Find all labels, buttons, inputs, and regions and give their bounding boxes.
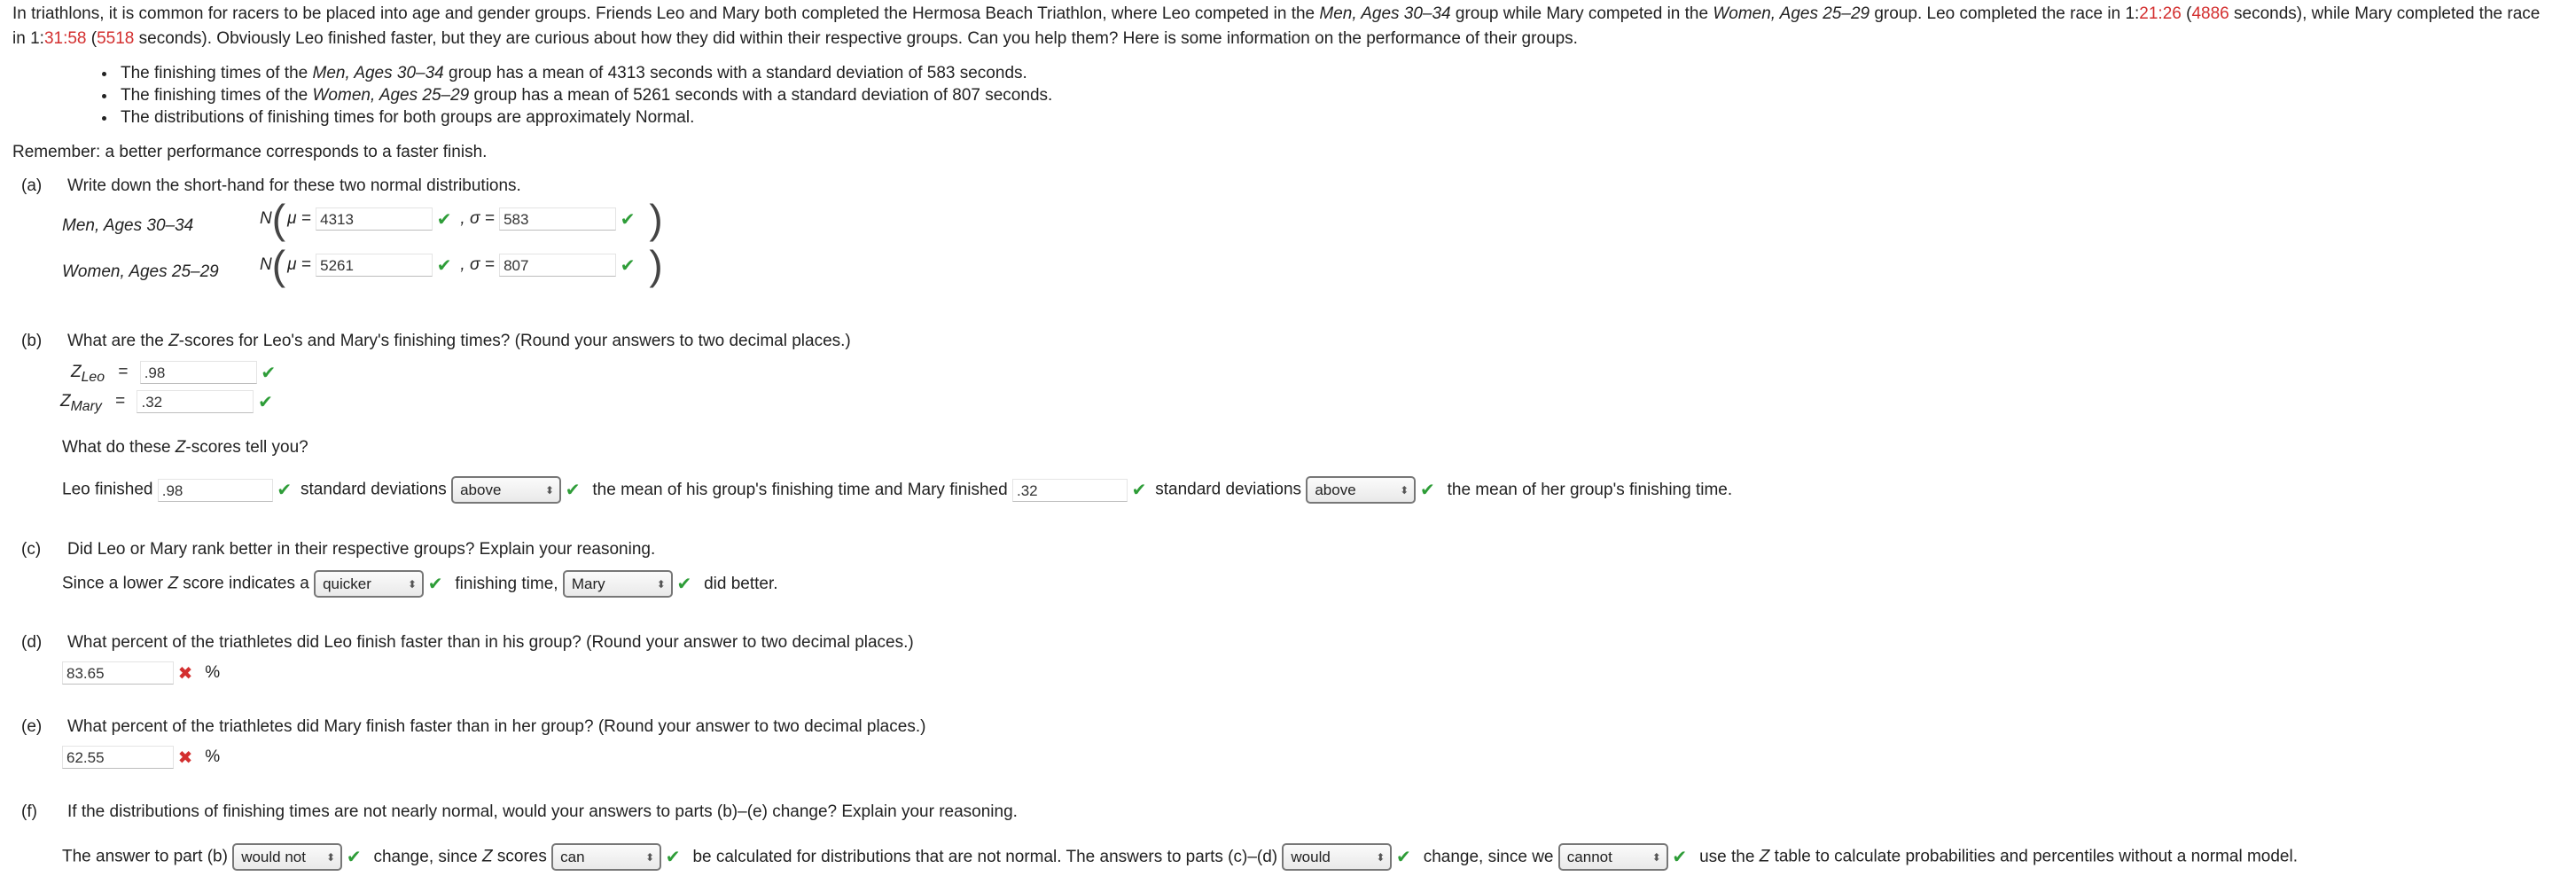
part-e-answer: 62.55 ✖ %	[62, 746, 220, 769]
correct-check-icon: ✔	[665, 848, 681, 867]
part-d-question: (d) What percent of the triathletes did Leo finish faster than in his group? (Round your answer to two decimal places.)	[21, 633, 914, 652]
fact-item: • The finishing times of the Women, Ages 25–29 group has a mean of 5261 seconds with a standard deviation of 807 seconds.	[117, 84, 2564, 106]
z-leo-row: $Z_{Leo} = .98$ ✔	[71, 361, 280, 386]
correct-check-icon: ✔	[1419, 481, 1435, 500]
intro-women-group: Women, Ages 25–29	[1713, 4, 1870, 23]
correct-check-icon: ✔	[258, 392, 273, 412]
women-mu-input[interactable]: 5261	[316, 254, 433, 277]
part-d-label: (d)	[21, 633, 43, 652]
men-mu-input[interactable]: 4313	[316, 207, 433, 231]
mary-time-minutes: 31:58	[43, 29, 87, 48]
incorrect-x-icon: ✖	[177, 747, 193, 768]
part-b-question: (b) What are the Z-scores for Leo's and Mary's finishing times? (Round your answers to two decimal places.)	[21, 332, 851, 350]
mary-time-hour: 1:	[30, 29, 44, 48]
part-a-label: (a)	[21, 176, 43, 195]
part-b-label: (b)	[21, 332, 43, 350]
part-e-question: (e) What percent of the triathletes did Mary finish faster than in her group? (Round your answer to two decimal places.)	[21, 717, 926, 736]
men-distribution-row	[62, 216, 193, 236]
fact-item: • The distributions of finishing times for both groups are approximately Normal.	[117, 106, 2564, 129]
z-can-select[interactable]: can ⬍	[551, 843, 661, 871]
correct-check-icon: ✔	[620, 255, 636, 276]
correct-check-icon: ✔	[676, 575, 692, 594]
women-group-label: Women, Ages 25–29	[62, 262, 219, 281]
women-distribution-row	[62, 262, 219, 282]
intro-text-5: seconds), while Mary completed the race in	[12, 4, 2541, 48]
part-e-label: (e)	[21, 717, 43, 736]
z-score-sentence: Leo finished .98 ✔ standard deviations above ⬍ ✔ the mean of his group's finishing time and Mary finished .32 ✔ standard deviations above ⬍ ✔ the mean of her group's finishing time.	[62, 476, 1732, 504]
select-arrow-icon: ⬍	[408, 577, 418, 591]
mary-sd-input[interactable]: .32	[1012, 479, 1128, 502]
z-table-select[interactable]: cannot ⬍	[1558, 843, 1668, 871]
correct-check-icon: ✔	[1131, 481, 1147, 500]
women-distribution-notation: N( μ = 5261 ✔ , σ = 807 ✔ )	[260, 242, 663, 288]
fact-item: • The finishing times of the Men, Ages 30–34 group has a mean of 4313 seconds with a standard deviation of 583 seconds.	[117, 62, 2564, 84]
part-c-sentence: Since a lower Z score indicates a quicker ⬍ ✔ finishing time, Mary ⬍ ✔ did better.	[62, 570, 778, 598]
select-arrow-icon: ⬍	[645, 850, 655, 864]
correct-check-icon: ✔	[261, 363, 277, 383]
leo-time-minutes: 21:26	[2139, 4, 2182, 23]
correct-check-icon: ✔	[346, 848, 362, 867]
problem-intro	[12, 2, 2556, 51]
correct-check-icon: ✔	[1672, 848, 1688, 867]
part-f-label: (f)	[21, 802, 37, 821]
correct-check-icon: ✔	[436, 209, 452, 230]
intro-text-2: group while Mary competed in the	[1450, 4, 1713, 23]
men-sigma-input[interactable]: 583	[499, 207, 616, 231]
mary-direction-select[interactable]: above ⬍	[1306, 476, 1416, 504]
z-score-meaning-question: What do these Z-scores tell you?	[62, 438, 308, 457]
incorrect-x-icon: ✖	[177, 663, 193, 684]
part-f-sentence: The answer to part (b) would not ⬍ ✔ change, since Z scores can ⬍ ✔ be calculated for distributions that are not normal. The answers to parts (c)–(d) would ⬍ ✔ change, since we cannot ⬍ ✔ use the Z table to calculate probabilities and percentiles without a normal model.	[62, 843, 2298, 871]
leo-direction-select[interactable]: above ⬍	[451, 476, 561, 504]
correct-check-icon: ✔	[427, 575, 443, 594]
part-d-answer: 83.65 ✖ %	[62, 661, 220, 685]
z-leo-input[interactable]: .98	[140, 361, 257, 384]
intro-text-3: group. Leo completed the race in	[1870, 4, 2126, 23]
facts-list	[12, 62, 2564, 129]
mary-percent-input[interactable]: 62.55	[62, 746, 174, 769]
women-sigma-input[interactable]: 807	[499, 254, 616, 277]
correct-check-icon: ✔	[620, 209, 636, 230]
leo-sd-input[interactable]: .98	[158, 479, 273, 502]
intro-men-group: Men, Ages 30–34	[1319, 4, 1451, 23]
remember-note: Remember: a better performance corresponds to a faster finish.	[12, 143, 488, 161]
z-mary-input[interactable]: .32	[137, 390, 254, 413]
part-c-question: (c) Did Leo or Mary rank better in their respective groups? Explain your reasoning.	[21, 540, 656, 559]
men-distribution-notation: N( μ = 4313 ✔ , σ = 583 ✔ )	[260, 196, 663, 242]
correct-check-icon: ✔	[277, 481, 293, 500]
leo-percent-input[interactable]: 83.65	[62, 661, 174, 685]
men-group-label: Men, Ages 30–34	[62, 216, 194, 235]
close-paren: )	[649, 242, 663, 288]
select-arrow-icon: ⬍	[656, 577, 666, 591]
z-mary-row: $Z_{Mary} = .32$ ✔	[60, 390, 277, 415]
open-paren: (	[271, 242, 286, 288]
part-c-label: (c)	[21, 540, 42, 559]
part-f-question: (f) If the distributions of finishing times are not nearly normal, would your answers to parts (b)–(e) change? Explain your reasoning.	[21, 802, 1018, 821]
speed-select[interactable]: quicker ⬍	[314, 570, 424, 598]
intro-text-6: (	[86, 29, 98, 48]
select-arrow-icon: ⬍	[326, 850, 336, 864]
problem-container	[0, 0, 2576, 162]
leo-time-hour: 1:	[2125, 4, 2140, 23]
intro-text-7: seconds). Obviously Leo finished faster, but they are curious about how they did within their respective groups. Can you help them? Here is some information on the performance of their groups.	[134, 29, 1578, 48]
part-a-question: (a) Write down the short-hand for these two normal distributions.	[21, 176, 521, 195]
mary-seconds: 5518	[97, 29, 135, 48]
correct-check-icon: ✔	[1396, 848, 1411, 867]
leo-seconds: 4886	[2191, 4, 2229, 23]
close-paren: )	[649, 196, 663, 242]
who-did-better-select[interactable]: Mary ⬍	[563, 570, 673, 598]
correct-check-icon: ✔	[436, 255, 452, 276]
part-b-change-select[interactable]: would not ⬍	[232, 843, 342, 871]
correct-check-icon: ✔	[565, 481, 581, 500]
intro-text-1: In triathlons, it is common for racers to be placed into age and gender groups. Friends Leo and Mary both completed the Hermosa Beach Triathlon, where Leo competed in the	[12, 4, 1320, 23]
select-arrow-icon: ⬍	[1376, 850, 1386, 864]
parts-c-d-change-select[interactable]: would ⬍	[1282, 843, 1392, 871]
open-paren: (	[271, 196, 286, 242]
select-arrow-icon: ⬍	[1651, 850, 1661, 864]
select-arrow-icon: ⬍	[1400, 483, 1409, 497]
select-arrow-icon: ⬍	[545, 483, 555, 497]
intro-text-4: (	[2181, 4, 2192, 23]
